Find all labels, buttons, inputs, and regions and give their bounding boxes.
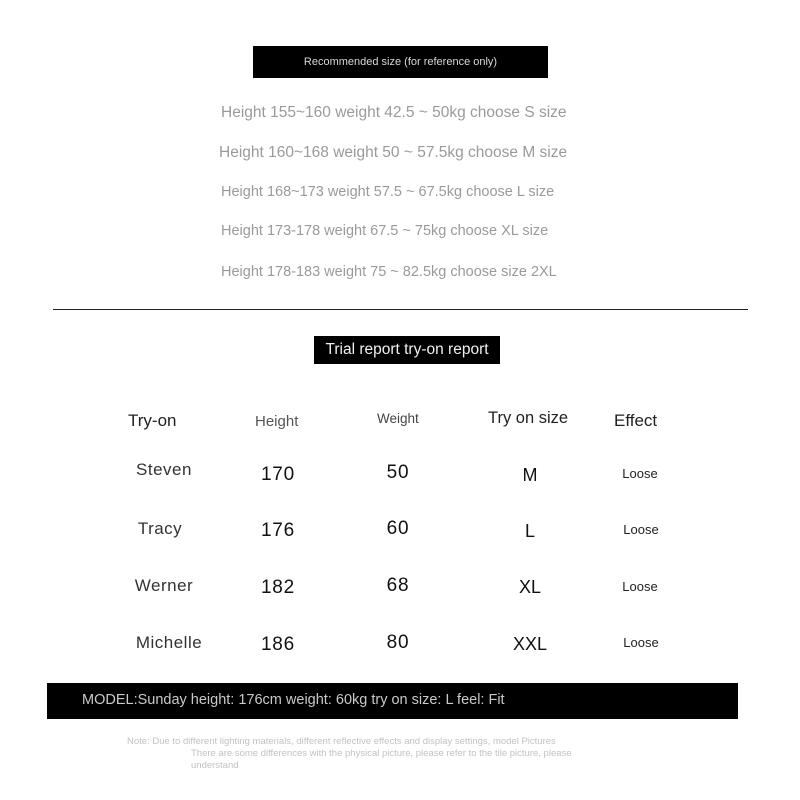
- row-effect-tracy: Loose: [623, 522, 659, 537]
- recommended-size-title: Recommended size (for reference only): [303, 56, 498, 68]
- header-tryon: Try-on: [128, 411, 177, 430]
- row-height-michelle: 186: [260, 634, 296, 655]
- row-size-tracy: L: [524, 521, 536, 541]
- size-rule-s: Height 155~160 weight 42.5 ~ 50kg choose S size: [221, 104, 567, 121]
- size-rule-m: Height 160~168 weight 50 ~ 57.5kg choose M size: [219, 144, 568, 161]
- row-effect-werner: Loose: [622, 579, 658, 594]
- size-rule-2xl: Height 178-183 weight 75 ~ 82.5kg choose size 2XL: [221, 264, 557, 280]
- row-size-werner: XL: [518, 577, 542, 597]
- row-name-tracy: Tracy: [137, 519, 183, 538]
- note-line-1: Note: Due to different lighting materials, different reflective effects and display settings, model Pictures: [127, 736, 556, 747]
- trial-report-title: Trial report try-on report: [325, 341, 489, 358]
- recommended-size-banner: [253, 46, 548, 78]
- size-rule-l: Height 168~173 weight 57.5 ~ 67.5kg choose L size: [221, 184, 555, 200]
- row-height-werner: 182: [260, 577, 296, 598]
- row-effect-steven: Loose: [622, 466, 658, 481]
- model-info-text: MODEL:Sunday height: 176cm weight: 60kg try on size: L feel: Fit: [82, 692, 505, 708]
- header-try-on-size: Try on size: [488, 409, 569, 427]
- model-info-bar: [47, 683, 738, 719]
- trial-report-banner: [314, 336, 500, 364]
- row-effect-michelle: Loose: [623, 635, 659, 650]
- note-line-3: understand: [191, 760, 239, 771]
- row-name-steven: Steven: [136, 460, 192, 479]
- size-rule-xl: Height 173-178 weight 67.5 ~ 75kg choose XL size: [221, 223, 549, 239]
- row-height-tracy: 176: [260, 520, 296, 541]
- header-effect: Effect: [614, 411, 658, 430]
- row-height-steven: 170: [260, 464, 296, 485]
- row-weight-steven: 50: [386, 462, 410, 483]
- row-name-werner: Werner: [134, 576, 194, 595]
- section-divider: [53, 309, 748, 310]
- row-size-steven: M: [522, 465, 538, 485]
- row-name-michelle: Michelle: [135, 633, 203, 652]
- row-size-michelle: XXL: [512, 634, 548, 654]
- note-line-2: There are some differences with the physical picture, please refer to the tile picture, please: [191, 748, 572, 759]
- header-height: Height: [255, 413, 299, 430]
- row-weight-michelle: 80: [386, 632, 410, 653]
- row-weight-tracy: 60: [386, 518, 410, 539]
- row-weight-werner: 68: [386, 575, 410, 596]
- header-weight: Weight: [377, 411, 419, 426]
